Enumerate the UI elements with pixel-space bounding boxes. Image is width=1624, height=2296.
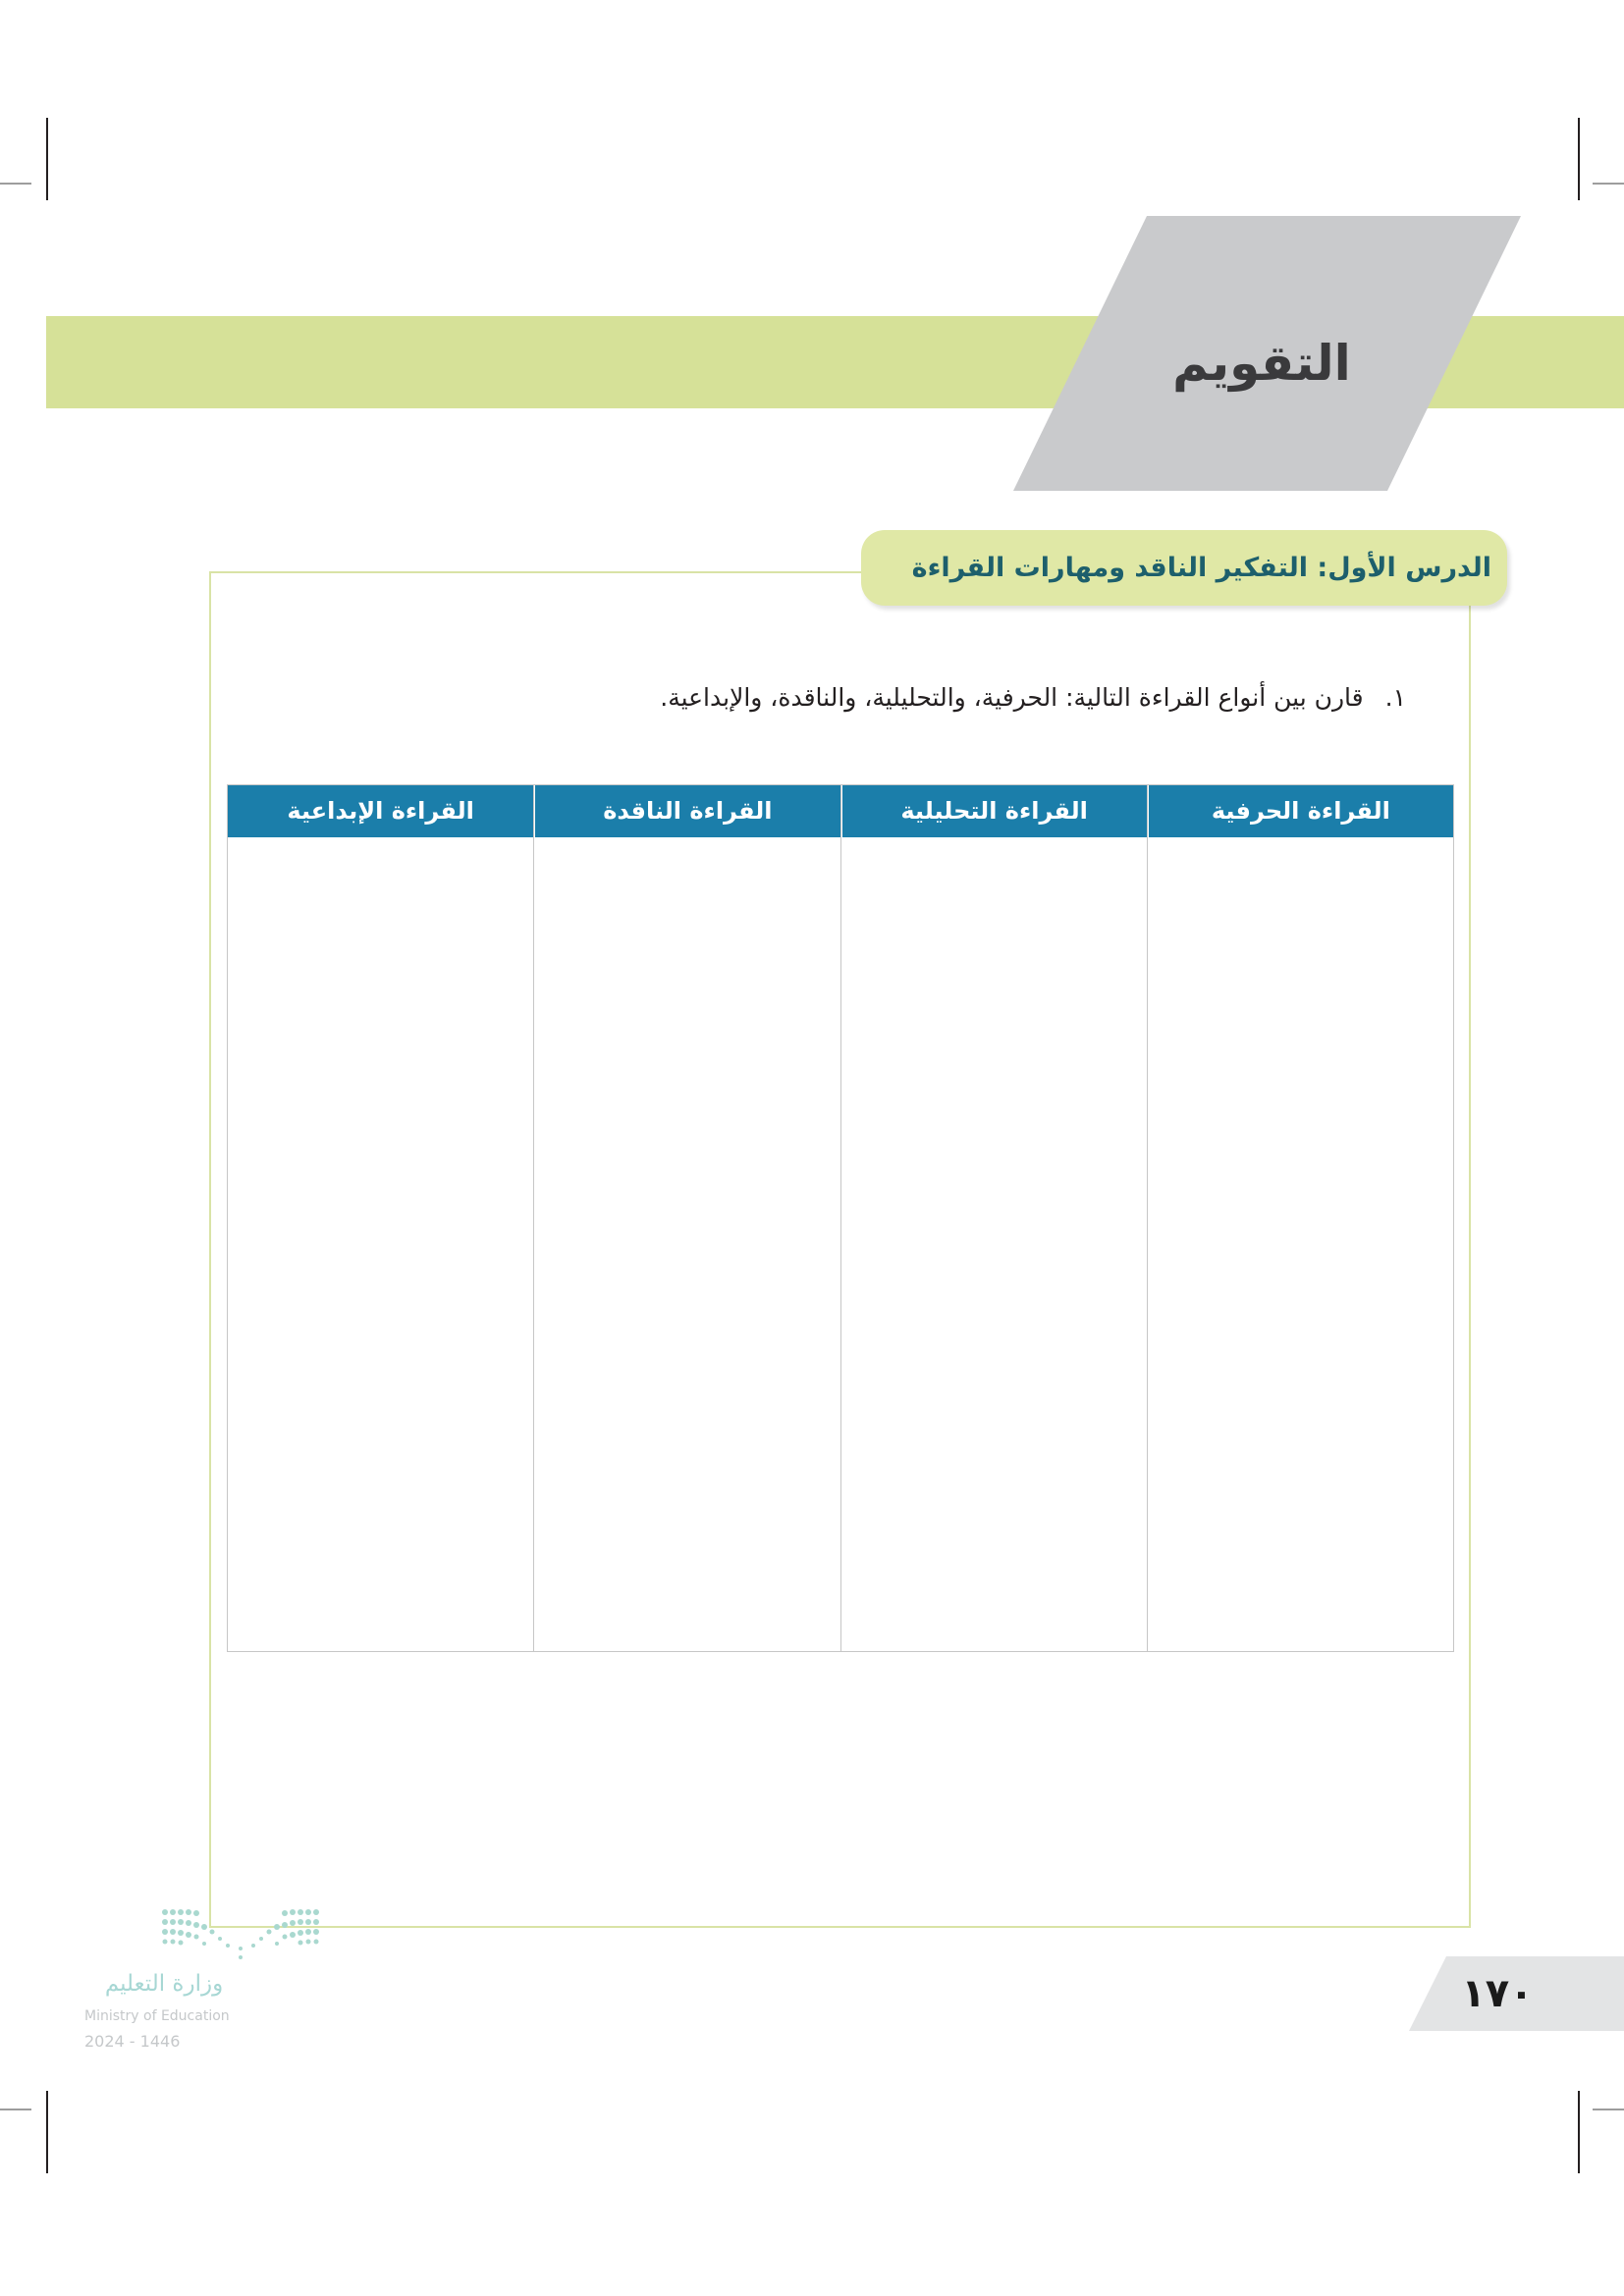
ministry-name-english: Ministry of Education (84, 2008, 230, 2024)
table-header-cell: القراءة الحرفية (1148, 785, 1453, 837)
page-number: ١٧٠ (1461, 1971, 1534, 2016)
table-column-creative (228, 785, 533, 1651)
question-number: ١. (1384, 683, 1406, 712)
answer-area[interactable] (228, 837, 533, 1651)
question-1 (660, 683, 1406, 712)
table-header-cell: القراءة التحليلية (841, 785, 1147, 837)
section-title: التقويم (1172, 335, 1351, 392)
table-column-literal (1147, 785, 1453, 1651)
answer-area[interactable] (1148, 837, 1453, 1651)
edition-year: 2024 - 1446 (84, 2032, 181, 2051)
crop-mark-bottom-left-v (46, 2091, 48, 2173)
table-header-cell: القراءة الناقدة (534, 785, 839, 837)
table-column-analytical (840, 785, 1147, 1651)
comparison-table (227, 784, 1454, 1652)
ministry-name-arabic: وزارة التعليم (104, 1971, 224, 1997)
table-header-cell: القراءة الإبداعية (228, 785, 533, 837)
crop-mark-bottom-right-h (1593, 2109, 1624, 2110)
answer-area[interactable] (534, 837, 839, 1651)
crop-mark-bottom-left-h (0, 2109, 31, 2110)
crop-mark-top-right-h (1593, 183, 1624, 185)
crop-mark-top-left-h (0, 183, 31, 185)
lesson-title: الدرس الأول: التفكير الناقد ومهارات القراءة (861, 530, 1507, 606)
answer-area[interactable] (841, 837, 1147, 1651)
table-column-critical (533, 785, 839, 1651)
ministry-logo-icon (157, 1904, 324, 1965)
crop-mark-top-right-v (1578, 118, 1580, 200)
crop-mark-bottom-right-v (1578, 2091, 1580, 2173)
crop-mark-top-left-v (46, 118, 48, 200)
question-text: قارن بين أنواع القراءة التالية: الحرفية، والتحليلية، والناقدة، والإبداعية. (660, 683, 1364, 712)
